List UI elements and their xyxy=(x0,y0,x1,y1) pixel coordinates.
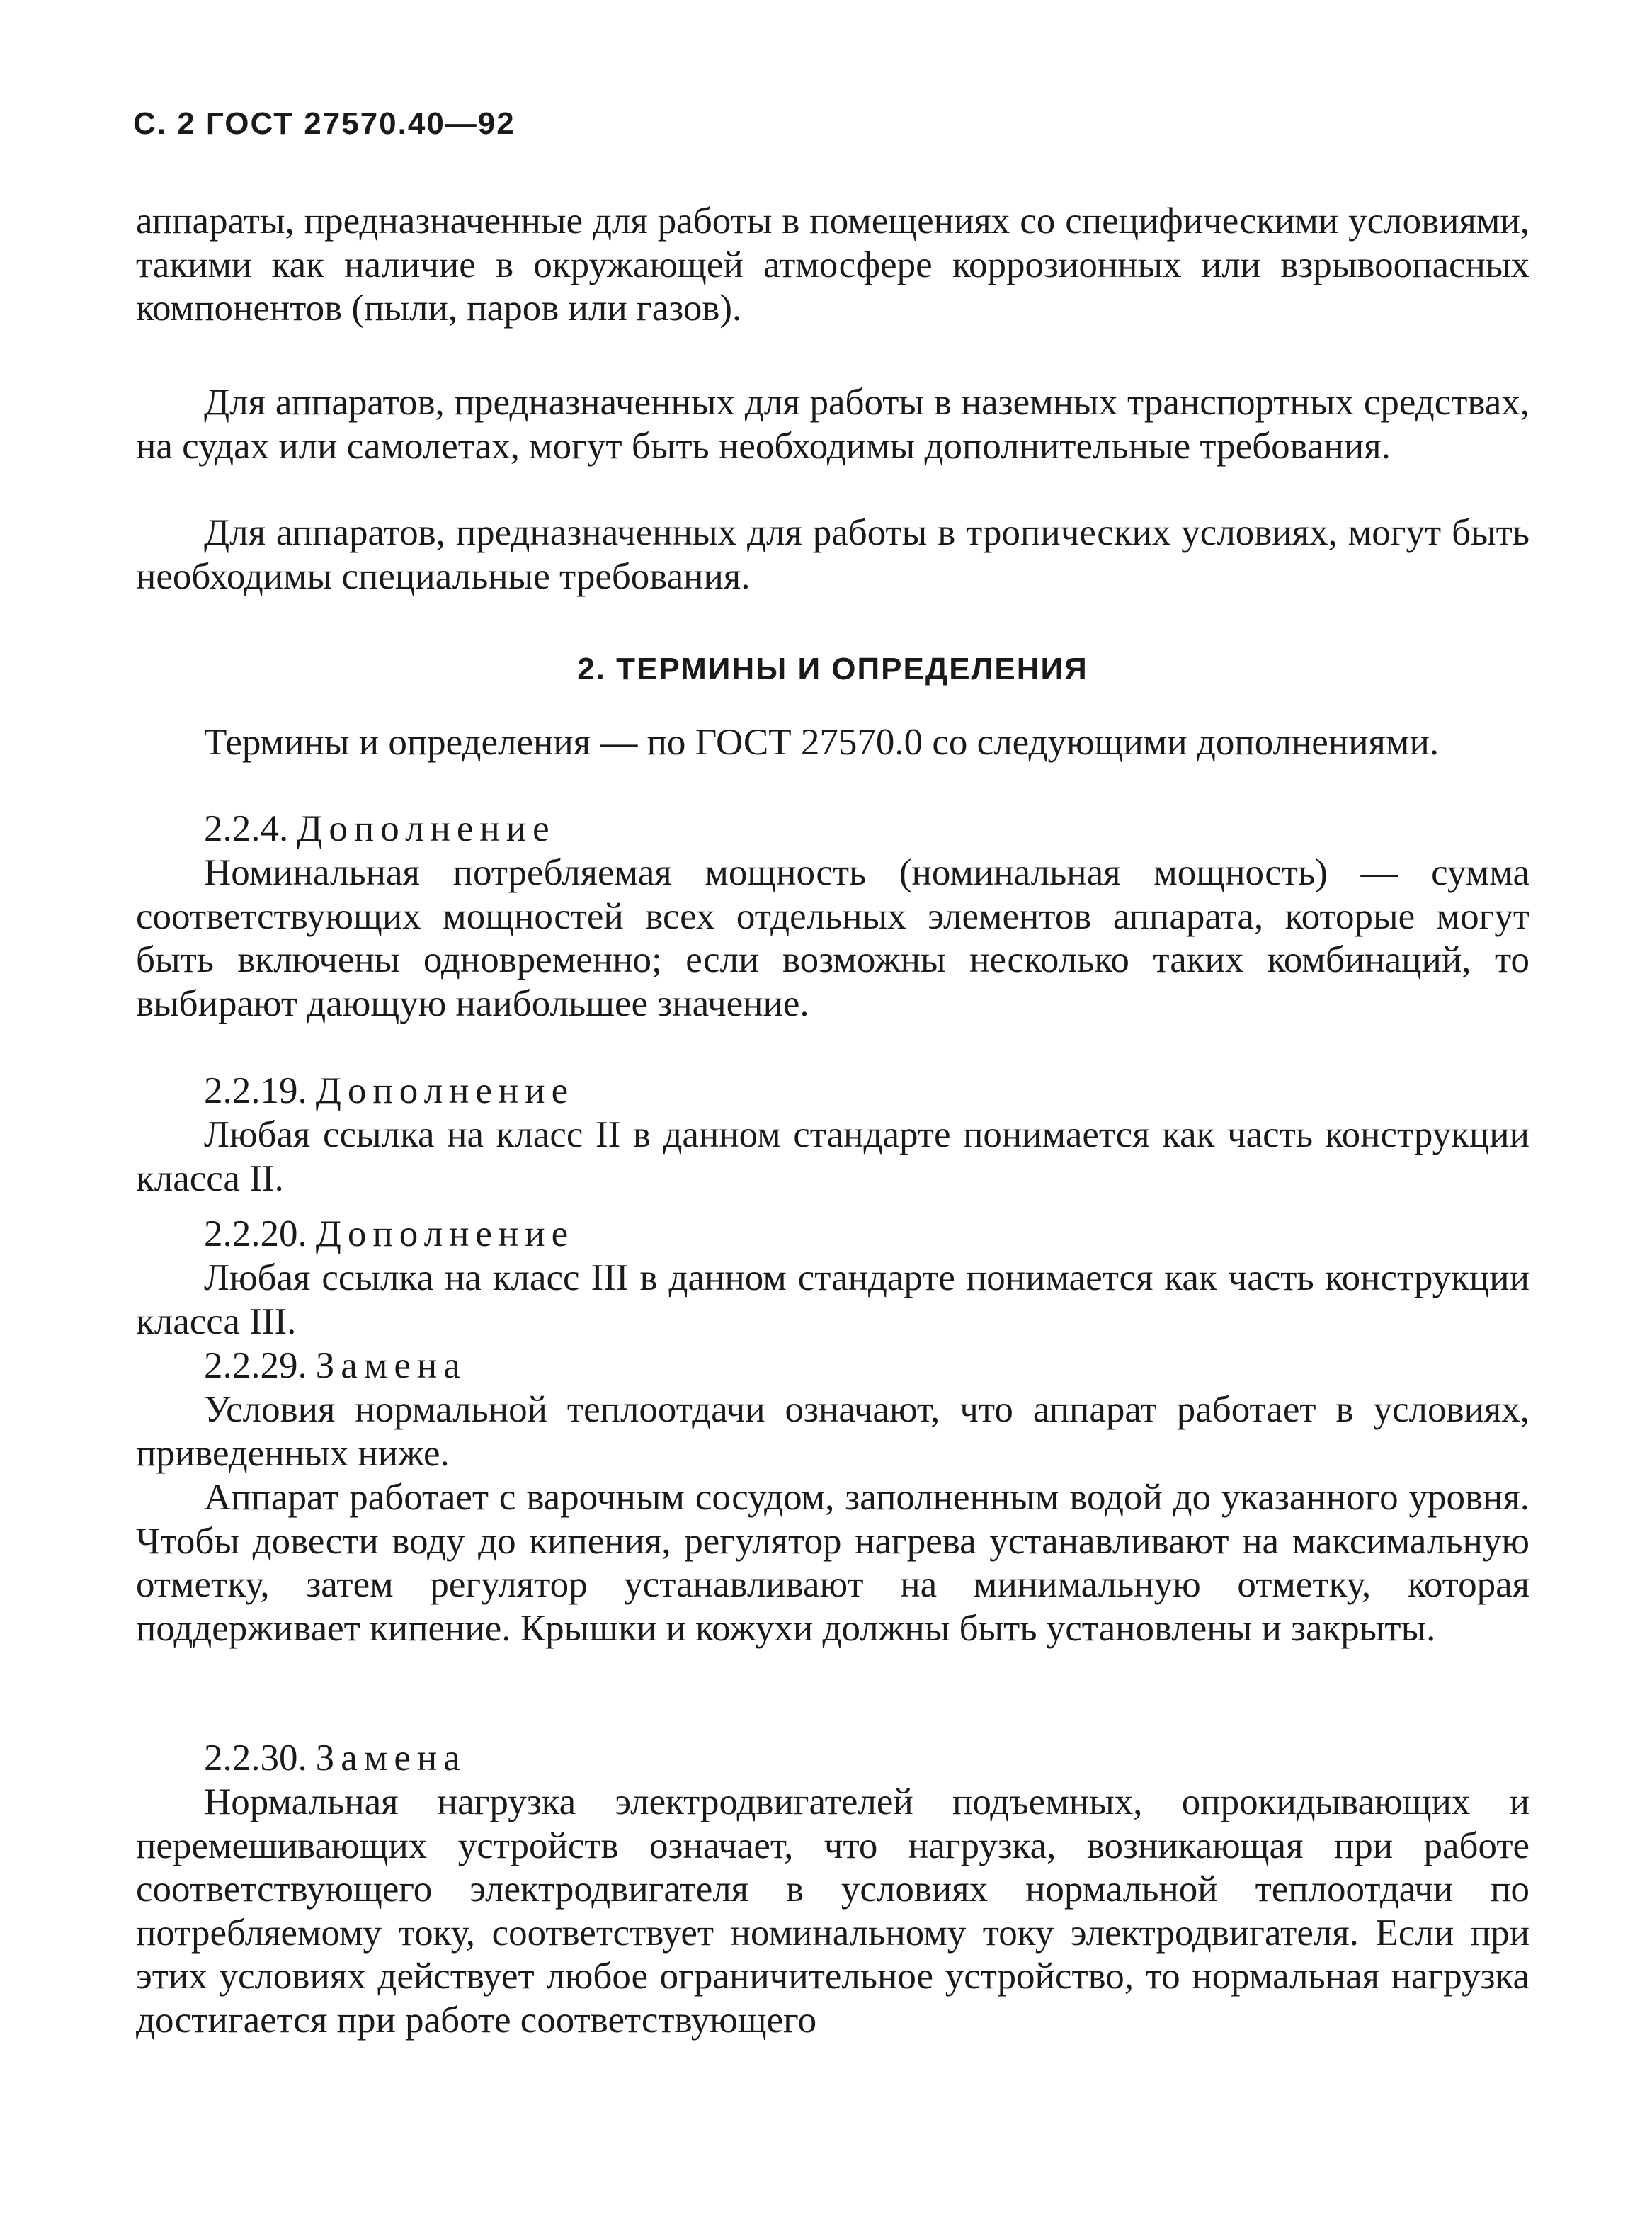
section-lead: Термины и определения — по ГОСТ 27570.0 со следующими дополнениями. xyxy=(204,722,1440,763)
clause-heading xyxy=(204,1213,574,1257)
clause-number: 2.2.30. xyxy=(204,1737,307,1779)
clause-heading xyxy=(204,1344,467,1388)
clause-text: Условия нормальной теплоотдачи означают, что аппарат работает в условиях, приведенных ниже. xyxy=(136,1389,1529,1474)
clause-text: Номинальная потребляемая мощность (номинальная мощность) — сумма соответствующих мощностей всех отдельных элементов аппарата, которые могут быть включены одновременно; если возможны несколько таких комбинаций, то выбирают дающую наибольшее значение. xyxy=(136,852,1529,1024)
clause-number: 2.2.20. xyxy=(204,1213,307,1254)
clause-text: Любая ссылка на класс III в данном стандарте понимается как часть конструкции класса III. xyxy=(136,1257,1529,1342)
clause-heading xyxy=(204,1070,574,1113)
intro-paragraph-3: Для аппаратов, предназначенных для работы в тропических условиях, могут быть необходимы специальные требования. xyxy=(136,512,1529,597)
clause-number: 2.2.19. xyxy=(204,1070,307,1111)
page-header: С. 2 ГОСТ 27570.40—92 xyxy=(133,106,515,141)
intro-paragraph-1: аппараты, предназначенные для работы в помещениях со специфическими условиями, такими как наличие в окружающей атмосфере коррозионных или взрывоопасных компонентов (пыли, паров или газов). xyxy=(136,200,1529,329)
clause-kind: Замена xyxy=(315,1737,467,1779)
clause-text: Любая ссылка на класс II в данном стандарте понимается как часть конструкции класса II. xyxy=(136,1114,1529,1199)
section-heading: 2. ТЕРМИНЫ И ОПРЕДЕЛЕНИЯ xyxy=(577,652,1088,686)
clause-heading xyxy=(204,807,556,851)
clause-number: 2.2.29. xyxy=(204,1345,307,1386)
clause-kind: Дополнение xyxy=(315,1070,575,1111)
clause-text-continued: Аппарат работает с варочным сосудом, заполненным водой до указанного уровня. Чтобы довести воду до кипения, регулятор нагрева устанавливают на максимальную отметку, затем регулятор устанавливают на минимальную отметку, которая поддерживает кипение. Крышки и кожухи должны быть установлены и закрыты. xyxy=(136,1477,1529,1649)
clause-kind: Замена xyxy=(315,1345,467,1386)
clause-heading xyxy=(204,1737,467,1781)
clause-text: Нормальная нагрузка электродвигателей подъемных, опрокидывающих и перемешивающих устройств означает, что нагрузка, возникающая при работе соответствующего электродвигателя в условиях нормальной теплоотдачи по потребляемому току, соответствует номинальному току электродвигателя. Если при этих условиях действует любое ограничительное устройство, то нормальная нагрузка достигается при работе соответствующего xyxy=(136,1781,1529,2041)
clause-kind: Дополнение xyxy=(297,808,556,849)
clause-number: 2.2.4. xyxy=(204,808,289,849)
intro-paragraph-2: Для аппаратов, предназначенных для работы в наземных транспортных средствах, на судах или самолетах, могут быть необходимы дополнительные требования. xyxy=(136,382,1529,467)
clause-kind: Дополнение xyxy=(315,1213,575,1254)
